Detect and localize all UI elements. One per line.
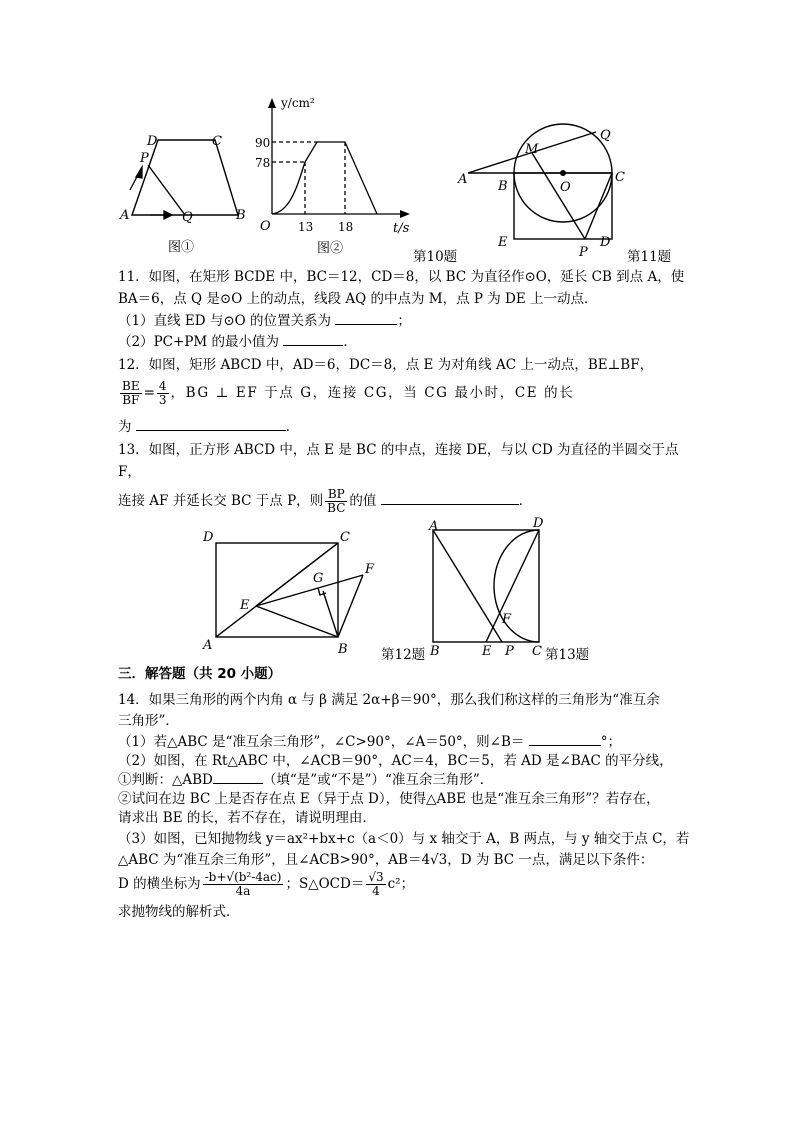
figure-13-caption: 第13题: [545, 647, 590, 663]
q13-line-3-text-b: 的值: [349, 493, 377, 509]
svg-text:D: D: [600, 235, 611, 250]
q12-line-2-text: ，BG ⊥ EF 于点 G，连接 CG，当 CG 最小时，CE 的长: [170, 385, 575, 401]
q14-condition-text-a: D 的横坐标为: [118, 876, 201, 892]
svg-text:C: C: [615, 170, 625, 185]
q13-line-3-text-a: 连接 AF 并延长交 BC 于点 P，则: [118, 493, 324, 509]
q11-part-1-end: ；: [397, 313, 411, 329]
section-3-heading: 三．解答题（共 20 小题）: [118, 666, 282, 682]
svg-text:Q: Q: [182, 210, 193, 225]
figure-11: [450, 115, 625, 265]
svg-text:D: D: [147, 134, 158, 149]
svg-text:G: G: [313, 571, 324, 586]
q14-part-1-text: （1）若△ABC 是“准互余三角形”，∠C>90°，∠A＝50°，则∠B＝: [118, 734, 525, 750]
svg-text:A: A: [203, 638, 213, 653]
svg-text:13: 13: [298, 220, 314, 234]
figure-13: [420, 516, 555, 660]
q11-part-2: [118, 333, 357, 351]
q12-line-2: [118, 376, 574, 410]
svg-text:B: B: [430, 644, 440, 659]
svg-text:E: E: [240, 598, 250, 613]
q12-answer-blank[interactable]: [136, 418, 286, 431]
figure-11-caption: 第11题: [627, 249, 672, 265]
svg-text:D: D: [533, 516, 544, 531]
q14-sub-2-line-1: ②试问在边 BC 上是否存在点 E（异于点 D），使得△ABE 也是“准互余三角形”？若存在，: [118, 791, 660, 807]
svg-text:M: M: [525, 142, 539, 157]
q13-answer-blank[interactable]: [381, 492, 519, 505]
q11-part-1-text: （1）直线 ED 与⊙O 的位置关系为: [118, 313, 332, 329]
q12-ratio-fraction: $\frac{BE}{BF}$: [122, 379, 140, 407]
q11-part-2-text: （2）PC+PM 的最小值为: [118, 334, 280, 350]
svg-text:B: B: [498, 179, 508, 194]
q14-part-1: [118, 733, 621, 751]
q14-condition-text-c: c²；: [387, 876, 415, 892]
q14-sub-1: [118, 771, 493, 789]
q13-line-2: F，: [118, 464, 141, 480]
svg-text:D: D: [203, 530, 214, 545]
svg-text:B: B: [338, 642, 348, 657]
q14-sub-2-line-2: 请求出 BE 的长，若不存在，请说明理由．: [118, 810, 376, 826]
q11-part-2-end: ．: [343, 334, 357, 350]
q13-line-3: [118, 484, 532, 518]
svg-text:C: C: [212, 134, 222, 149]
svg-text:O: O: [560, 180, 571, 195]
q14-part-1-end: °；: [600, 734, 621, 750]
q14-answer-1-blank[interactable]: [529, 733, 601, 746]
svg-text:Q: Q: [600, 128, 611, 143]
q13-line-1: 13．如图，正方形 ABCD 中，点 E 是 BC 的中点，连接 DE，与以 CD 为直径的半圆交于点: [118, 442, 679, 458]
q12-value-fraction: $\frac{4}{3}$: [158, 379, 167, 407]
svg-text:F: F: [365, 562, 375, 577]
q13-fraction: $\frac{BP}{BC}$: [327, 487, 346, 515]
q14-line-1: 14．如果三角形的两个内角 α 与 β 满足 2α+β＝90°，那么我们称这样的三角形为“准互余: [118, 692, 660, 708]
svg-text:y/cm²: y/cm²: [281, 96, 315, 110]
q14-answer-2-blank[interactable]: [213, 771, 263, 784]
svg-text:P: P: [140, 151, 149, 166]
figure-12-caption: 第12题: [381, 647, 426, 663]
q11-answer-2-blank[interactable]: [283, 333, 343, 346]
svg-text:C: C: [532, 644, 542, 659]
svg-text:P: P: [505, 644, 514, 659]
svg-text:图①: 图①: [168, 240, 195, 255]
q11-line-2: BA＝6，点 Q 是⊙O 上的动点，线段 AQ 的中点为 M，点 P 为 DE 上一动点．: [118, 291, 598, 307]
svg-text:A: A: [458, 172, 468, 187]
svg-text:O: O: [260, 219, 271, 234]
svg-text:A: A: [120, 208, 130, 223]
figure-2: [255, 92, 415, 262]
q11-answer-1-blank[interactable]: [335, 312, 397, 325]
figure-12: [198, 525, 383, 660]
svg-text:E: E: [498, 235, 508, 250]
svg-text:P: P: [579, 245, 588, 260]
q12-line-1: 12．如图，矩形 ABCD 中，AD＝6，DC＝8，点 E 为对角线 AC 上一动点，BE⊥BF，: [118, 357, 654, 373]
svg-text:F: F: [502, 612, 512, 627]
svg-text:18: 18: [338, 220, 354, 234]
svg-text:A: A: [429, 519, 439, 534]
q14-condition-text-b: ；S△OCD＝: [285, 876, 365, 892]
q14-part-3-line-1: （3）如图，已知抛物线 y＝ax²+bx+c（a＜0）与 x 轴交于 A，B 两点，与 y 轴交于点 C，若: [118, 831, 690, 847]
q12-line-3-end: ．: [285, 419, 300, 435]
q11-line-1: 11．如图，在矩形 BCDE 中，BC＝12，CD＝8，以 BC 为直径作⊙O，延长 CB 到点 A，使: [118, 269, 685, 285]
figure-10-caption: 第10题: [413, 249, 458, 265]
q14-part-2: （2）如图，在 Rt△ABC 中，∠ACB＝90°，AC＝4，BC＝5，若 AD 是∠BAC 的平分线，: [118, 753, 673, 769]
q14-sub-1-text-a: ①判断：△ABD: [118, 772, 213, 788]
q12-line-3-text: 为: [118, 419, 132, 435]
svg-text:90: 90: [255, 136, 271, 150]
svg-text:C: C: [340, 530, 350, 545]
q14-condition: [118, 866, 414, 902]
figure-1: [110, 95, 260, 260]
q14-line-2: 三角形”．: [118, 713, 179, 729]
svg-text:78: 78: [255, 156, 271, 170]
q14-sub-1-text-b: （填“是”或“不是”）“准互余三角形”．: [262, 772, 494, 788]
q13-line-3-end: ．: [518, 493, 533, 509]
q12-line-3: [118, 418, 299, 436]
q11-part-1: [118, 312, 411, 330]
svg-text:E: E: [482, 644, 492, 659]
q14-part-3-line-2: △ABC 为“准互余三角形”，且∠ACB>90°，AB＝4√3，D 为 BC 一点，满足以下条件：: [118, 852, 654, 868]
svg-text:B: B: [236, 208, 246, 223]
svg-text:t/s: t/s: [393, 221, 410, 236]
q14-condition-fraction-2: $\frac{√3}{4}$: [368, 870, 384, 898]
q14-condition-fraction: $\frac{\text{-b+√(b²-4ac)}}{4a}$: [204, 870, 282, 898]
svg-text:图②: 图②: [317, 241, 344, 256]
q12-equals: =: [143, 385, 155, 401]
q14-final: 求抛物线的解析式．: [118, 904, 240, 920]
